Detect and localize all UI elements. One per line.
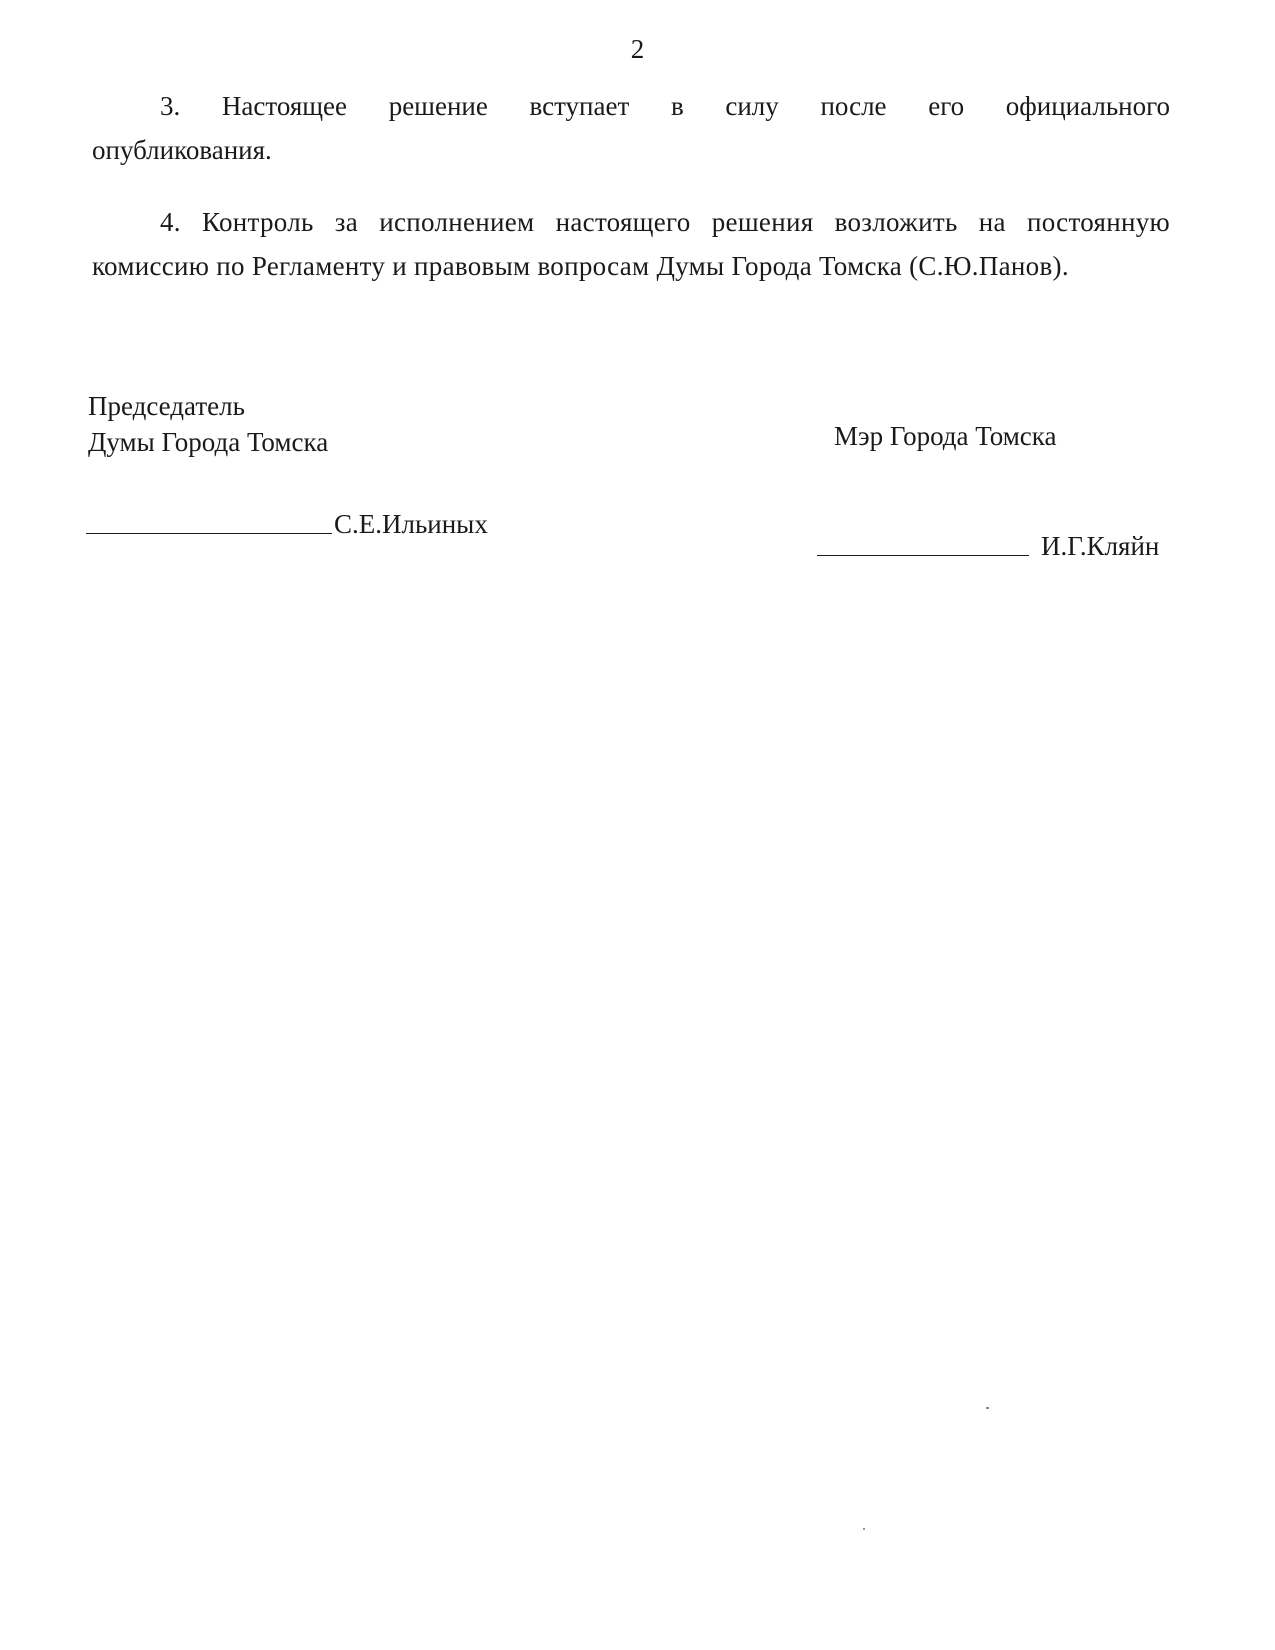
paragraph-effective-date: 3. Настоящее решение вступает в силу после его официального опубликования.	[92, 91, 1170, 165]
chairman-title-line1: Председатель	[88, 391, 245, 421]
chairman-title-line2: Думы Города Томска	[88, 427, 329, 457]
page-number: 2	[630, 34, 645, 64]
scan-speck	[986, 1407, 989, 1409]
signature-rule	[817, 555, 1029, 556]
chairman-title	[88, 388, 328, 460]
paragraph-control: 4. Контроль за исполнением настоящего решения возложить на постоянную комиссию по Регламенту и правовым вопросам Думы Города Томска (С.Ю.Панов).	[92, 207, 1170, 281]
chairman-name: С.Е.Ильиных	[334, 509, 488, 539]
chairman-signature-line	[86, 508, 488, 540]
signature-rule	[86, 533, 332, 534]
mayor-signature-line	[817, 530, 1159, 562]
scan-speck	[863, 1528, 865, 1530]
mayor-title: Мэр Города Томска	[834, 421, 1057, 451]
mayor-name: И.Г.Кляйн	[1041, 531, 1160, 561]
